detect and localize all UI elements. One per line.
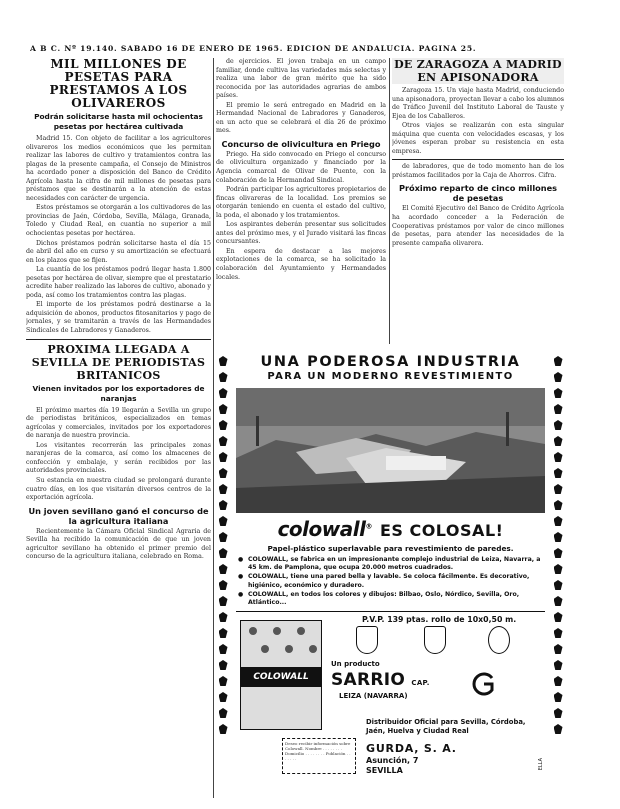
article-italian-contest [26, 528, 211, 562]
coat-of-arms-icon [356, 626, 378, 654]
subhead-olive-loans: Podrán solicitarse hasta mil ochocientas pesetas por hectárea cultivada [34, 112, 203, 131]
column-rule [213, 58, 214, 798]
paragraph: Recientemente la Cámara Oficial Sindical Agraria de Sevilla ha recibido la comunicación de que un joven agricultor sevillano ha obtenido el primer premio del concurso de la agricultura italiana, celebrado en Roma. [26, 527, 211, 561]
roll-pattern-icon [241, 621, 321, 667]
ad-price: P.V.P. 139 ptas. rollo de 10x0,50 m. [362, 615, 517, 625]
subhead-priego: Concurso de olivicultura en Priego [221, 138, 381, 149]
distributor-text: Distribuidor Oficial para Sevilla, Córdoba, Jaén, Huelva y Ciudad Real [366, 718, 526, 735]
column-right [392, 58, 564, 344]
dealer-name: GURDA, S. A. [366, 742, 457, 755]
masthead-line: A B C. Nº 19.140. SABADO 16 DE ENERO DE 1965. EDICION DE ANDALUCIA. PAGINA 25. [30, 44, 477, 53]
paragraph: El importe de los préstamos podrá destinarse a la adquisición de abonos, productos fitosanitarios y pago de jornales, y se tramitarán a través de las Hermandades Sindicales de Labradores y Ganaderos. [26, 301, 211, 335]
article-road-roller [392, 87, 564, 156]
paragraph: Dichos préstamos podrán solicitarse hasta el día 15 de abril del año en curso y su amortización se efectuará en los plazos que se fijen. [26, 239, 211, 264]
dealer-city: SEVILLA [366, 766, 403, 775]
product-of-label: Un producto [331, 660, 380, 668]
ad-border-left [216, 350, 230, 782]
ad-slogan: ES COLOSAL! [379, 521, 504, 540]
ad-subtitle: PARA UN MODERNO REVESTIMIENTO [267, 371, 514, 382]
wallpaper-roll-illustration [240, 620, 322, 730]
ad-bullet: ● COLOWALL, se fabrica en un impresionante complejo industrial de Leiza, Navarra, a 45 km. de Pamplona, que ocupa 20.000 metros cuadrados. [238, 556, 543, 572]
ad-border-right [551, 350, 565, 782]
paragraph: Los aspirantes deberán presentar sus solicitudes antes del próximo mes, y el Jurado visitará las fincas concursantes. [216, 221, 386, 246]
roll-label: COLOWALL [241, 667, 321, 687]
headline-british-journalists: PROXIMA LLEGADA A SEVILLA DE PERIODISTAS BRITANICOS [31, 342, 206, 382]
paragraph: El Comité Ejecutivo del Banco de Crédito Agrícola ha acordado conceder a la Federación de Cooperativas préstamos por valor de cinco millones de pesetas, para atender las necesidades de la presente campaña olivarera. [392, 205, 564, 247]
paragraph: Madrid 15. Con objeto de facilitar a los agricultores olivareros los medios económicos que les permitan realizar las labores de cultivo y tratamientos contra las plagas de la presente campaña, el Consejo de Ministros ha acordado poner a disposición del Banco de Crédito Agrícola hasta la cifra de mil millones de pesetas para préstamos que se destinarán a la atención de estas necesidades con carácter de urgencia. [26, 135, 211, 202]
factory-photo [236, 388, 545, 513]
g-logo-icon [466, 672, 498, 696]
subhead-italian-contest: Un joven sevillano ganó el concurso de la agricultura italiana [28, 505, 209, 526]
subhead-british-journalists: Vienen invitados por los exportadores de naranjas [32, 383, 205, 403]
dealer-street: Asunción, 7 [366, 756, 419, 765]
ad-title: UNA PODEROSA INDUSTRIA [260, 354, 521, 370]
article-british-journalists [26, 407, 211, 503]
paragraph: Los visitantes recorrerán las principales zonas naranjeras de la comarca, así como los almacenes de confección y embalaje, y serán recibidos por las autoridades provinciales. [26, 441, 211, 475]
paragraph: Otros viajes se realizarán con esta singular máquina que cuenta con velocidades escasas, y los jóvenes esperan probar su resistencia en esta empresa. [392, 122, 564, 155]
paragraph: Priego. Ha sido convocado en Priego el concurso de olivicultura organizado y financiado por la Agencia comarcal de Olivar de Puente, con la colaboración de la Hermandad Sindical. [216, 150, 386, 184]
divider [392, 159, 564, 160]
quality-seal-icon [488, 626, 510, 654]
paragraph: Zaragoza 15. Un viaje hasta Madrid, conduciendo una apisonadora, proyectan llevar a cabo los alumnos de Tráfico Juvenil del Instituto Laboral de Tauste y Ejea de los Caballeros. [392, 87, 564, 120]
column-rule [389, 58, 390, 344]
colowall-logo: colowall® [277, 517, 372, 541]
paragraph: Estos préstamos se otorgarán a los cultivadores de las provincias de Jaén, Córdoba, Sevilla, Málaga, Granada, Toledo y Ciudad Real, en cuantía no superior a mil ochocientas pesetas por hectárea. [26, 204, 211, 238]
column-middle [216, 58, 386, 344]
paragraph: de ejercicios. El joven trabaja en un campo familiar, donde cultiva las variedades más selectas y realiza una labor de gran mérito que ha sido reconocida por las autoridades agrarias de ambos países. [216, 58, 386, 100]
brand-row [232, 517, 549, 541]
headline-road-roller: DE ZARAGOZA A MADRID EN APISONADORA [392, 58, 564, 84]
info-coupon: Deseo recibir información sobre Colowall. Nombre . . . . . . . . Domicilio . . . . . . . . Población . . . . . . . [282, 738, 356, 774]
dealer-address [366, 756, 418, 776]
factory-location: LEIZA (NAVARRA) [339, 692, 408, 700]
ad-bullets [238, 556, 543, 607]
paragraph: La cuantía de los préstamos podrá llegar hasta 1.800 pesetas por hectárea de olivar, siempre que el prestatario acredite haber realizado las labores de cultivo, abonado y poda, así como los tratamientos contra las plagas. [26, 266, 211, 299]
headline-olive-loans: MIL MILLONES DE PESETAS PARA PRESTAMOS A LOS OLIVAREROS [49, 58, 188, 110]
article-fragment [392, 163, 564, 180]
ad-divider [236, 611, 545, 612]
divider [26, 339, 211, 340]
paragraph: Podrán participar los agricultores propietarios de fincas olivareras de la localidad. Los premios se otorgarán teniendo en cuenta el estado del cultivo, la poda, el abonado y los tratamientos. [216, 186, 386, 219]
article-priego [216, 151, 386, 282]
subhead-five-million: Próximo reparto de cinco millones de pesetas [398, 183, 558, 204]
article-olive-loans [26, 135, 211, 336]
side-note: ELLA [538, 758, 544, 771]
paragraph: En espera de destacar a las mejores explotaciones de la comarca, se ha solicitado la colaboración del Ayuntamiento y Hermandades locales. [216, 247, 386, 281]
paragraph: El próximo martes día 19 llegarán a Sevilla un grupo de periodistas británicos, especializados en temas agrícolas y comerciales, invitados por los exportadores de naranja de nuestra provincia. [26, 406, 211, 440]
column-left [26, 58, 211, 798]
shield-emblem-icon [424, 626, 446, 654]
article-continued [216, 58, 386, 136]
paragraph: El premio le será entregado en Madrid en la Hermandad Nacional de Labradores y Ganaderos, en un acto que se celebrará el día 26 de próximo mes. [216, 101, 386, 135]
ad-bullet: ● COLOWALL, en todos los colores y dibujos: Bilbao, Oslo, Nórdico, Sevilla, Oro, Atlántico... [238, 591, 543, 607]
factory-photo-image [236, 388, 545, 513]
ad-lower-section [236, 620, 546, 780]
article-five-million [392, 205, 564, 248]
ad-tagline: Papel-plástico superlavable para revestimiento de paredes. [267, 544, 514, 553]
ad-content [232, 350, 549, 782]
sarrio-brand: SARRIO CAP. [331, 670, 430, 690]
ad-bullet: ● COLOWALL, tiene una pared bella y lavable. Se coloca fácilmente. Es decorativo, higiénico, económico y duradero. [238, 573, 543, 589]
colowall-advertisement [216, 350, 565, 782]
paragraph: Su estancia en nuestra ciudad se prolongará durante cuatro días, en los que visitarán diversos centros de la exportación agrícola. [26, 476, 211, 502]
paragraph: de labradores, que de todo momento han de los préstamos facilitados por la Caja de Ahorros. Cifra. [392, 163, 564, 179]
